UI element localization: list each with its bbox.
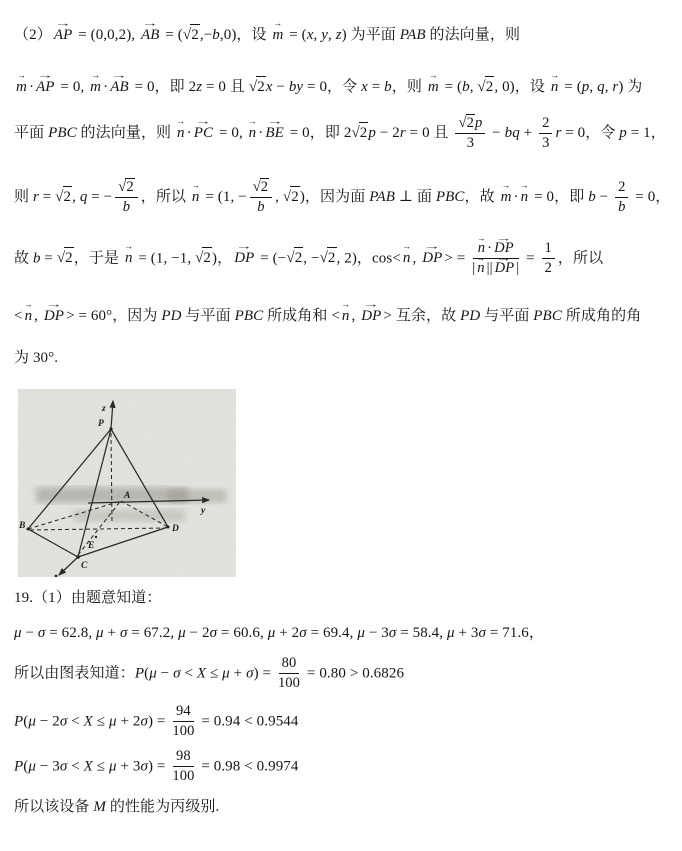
solution-line-12: P(μ − 3σ < X ≤ μ + 3σ) = $\frac{98}{100}$ = 0.98 < 0.9974 — [14, 748, 299, 785]
scan-noise — [18, 389, 236, 577]
solution-line-11: P(μ − 2σ < X ≤ μ + 2σ) = $\frac{94}{100}$ = 0.94 < 0.9544 — [14, 703, 299, 740]
pyramid-figure — [18, 389, 236, 577]
figure-label-E: E — [88, 541, 95, 551]
figure-label-P: P — [98, 419, 104, 429]
solution-line-1: （2） → AP = (0,0,2), → AB = ( √ 2 ,−b,0)，设 → m = (x, y, z) 为平面 PAB 的法向量，则 — [14, 24, 520, 46]
pyramid-figure-svg — [18, 389, 236, 577]
solution-line-6: < → n , → DP > = 60°，因为 PD 与平面 PBC 所成角和 < → n , → DP > 互余，故 PD 与平面 PBC 所成角的角 — [14, 298, 642, 324]
figure-label-A: A — [124, 491, 131, 501]
solution-line-2: → m · → AP = 0, → m · → AB = 0，即 2z = 0 且 √ 2 x − by = 0，令 x = b，则 → m = (b, √ 2 , 0)，设 → n = (p, q, r) 为 — [14, 76, 642, 98]
solution-line-9: μ − σ = 62.8, μ + σ = 67.2, μ − 2σ = 60.6, μ + 2σ = 69.4, μ − 3σ = 58.4, μ + 3σ = 71.6， — [14, 625, 545, 641]
solution-line-4: 则 r = √ 2 , q = − √ 2 b ，所以 → n = (1, − √ 2 b , √ 2 )，因为面 PAB ⊥ 面 PBC，故 → m · → n = 0，即 b − $\frac{2}{b}$ = 0， — [14, 178, 671, 216]
figure-label-z-axis: z — [102, 404, 106, 414]
solution-line-5: 故 b = √ 2 ，于是 → n = (1, −1, √ 2 )， → DP = (− √ 2 , − √ 2 , 2)，cos< → n , → DP > = → n · → DP | → n || → DP | = $\frac{1}{2}$ ，所以 — [14, 232, 604, 277]
solution-line-13: 所以该设备 M 的性能为丙级别. — [14, 799, 220, 815]
solution-line-10: 所以由图表知道：P(μ − σ < X ≤ μ + σ) = $\frac{80}{100}$ = 0.80 > 0.6826 — [14, 655, 405, 692]
figure-label-y-axis: y — [201, 506, 206, 516]
solution-line-8: 19.（1）由题意知道： — [14, 590, 162, 606]
figure-label-C: C — [81, 561, 88, 571]
figure-label-D: D — [172, 524, 179, 534]
solution-line-7: 为 30°. — [14, 350, 59, 366]
figure-label-B: B — [19, 521, 26, 531]
solution-line-3: 平面 PBC 的法向量，则 → n · → PC = 0, → n · → BE = 0，即 2 √ 2 p − 2r = 0 且 √ 2 p 3 − bq + $\frac{2}{3}$ r = 0，令 p = 1， — [14, 114, 666, 152]
